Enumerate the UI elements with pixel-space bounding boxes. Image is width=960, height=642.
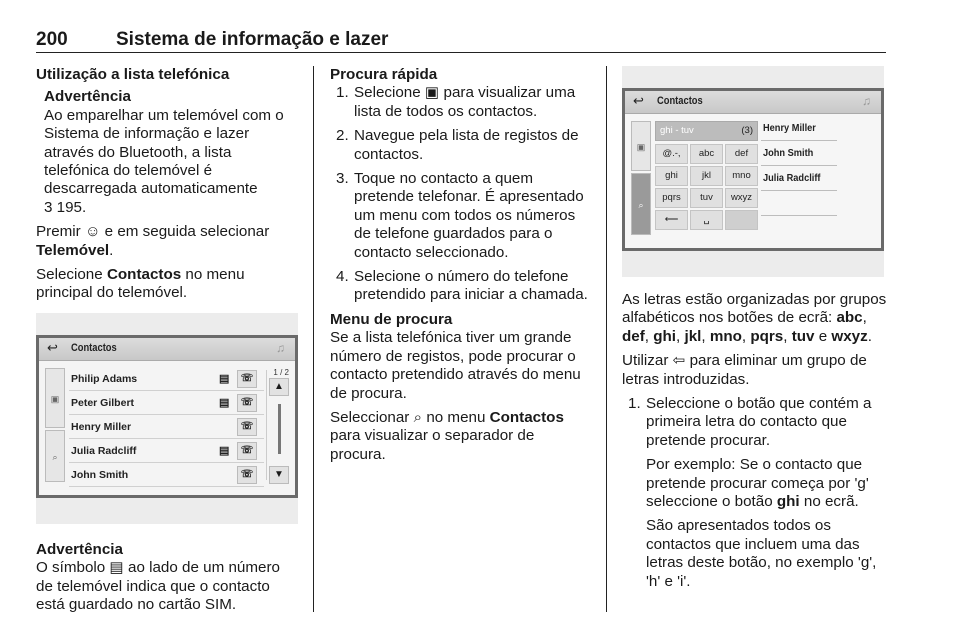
list-item: 2. Navegue pela lista de registos de contactos. (336, 127, 579, 163)
search-steps (622, 395, 892, 591)
letter-group: def (622, 327, 645, 345)
letter-group: mno (709, 327, 742, 345)
list-item: 1. Selecione ▣ para visualizar uma lista de todos os contactos. (336, 84, 576, 120)
warning-text: O símbolo ▤ ao lado de um número de telemóvel indica que o contacto está guardado no cartão SIM. (36, 559, 280, 614)
column-3 (622, 291, 892, 597)
delete-paragraph: Utilizar ⇦ para eliminar um grupo de letras introduzidas. (622, 352, 867, 388)
letter-group: jkl (684, 327, 702, 345)
keypad-key[interactable]: abc (690, 144, 723, 164)
contact-name: Henry Miller (71, 421, 132, 433)
groups-paragraph: As letras estão organizadas por grupos alfabéticos nos botões de ecrã: abc, def, ghi, jkl, mno, pqrs, tuv e wxyz. (622, 291, 887, 345)
contact-name: Julia Radcliff (71, 445, 137, 457)
phone-icon: ☺ (84, 223, 101, 241)
column-divider (606, 66, 607, 612)
contact-row[interactable] (69, 416, 264, 439)
column-divider (313, 66, 314, 612)
contacts-tab-icon[interactable]: ▣ (631, 121, 651, 171)
keypad-key[interactable]: jkl (690, 166, 723, 186)
paragraph-select-search: Seleccionar ⌕ no menu Contactos para visualizar o separador de procura. (330, 408, 564, 463)
contacts-screen (36, 335, 298, 498)
section-heading: Utilização a lista telefónica (36, 66, 230, 83)
contact-name: Peter Gilbert (71, 397, 135, 409)
letter-group: wxyz (831, 327, 868, 345)
contact-row[interactable] (69, 464, 264, 487)
search-field[interactable] (655, 121, 758, 141)
page-header (36, 30, 886, 53)
keypad-key[interactable]: @.-, (655, 144, 688, 164)
warning-text: Ao emparelhar um telemóvel com o Sistema de informação e lazer através do Bluetooth, a lista telefónica do telemóvel é descarregada automaticamente (44, 106, 284, 198)
result-text: São apresentados todos os contactos que incluem uma das letras deste botão, no exemplo 'g', 'h' e 'i'. (646, 517, 877, 590)
contact-name: Philip Adams (71, 373, 138, 385)
warning-title: Advertência (36, 541, 123, 558)
keypad-key[interactable]: mno (725, 166, 758, 186)
list-item: 1. Seleccione o botão que contém a primeira letra do contacto que pretende procurar. Por exemplo: Se o contacto que pretende procurar começa por 'g' seleccione o botão ghi no ecrã. São apresentados todos os contactos que incluem uma das letras deste botão, no exemplo 'g', 'h' e 'i'. (622, 395, 892, 591)
letter-group: ghi (653, 327, 677, 345)
contact-name[interactable]: Henry Miller (763, 122, 816, 134)
paragraph-select: Selecione Contactos no menu principal do telemóvel. (36, 266, 245, 302)
column-2 (330, 66, 592, 470)
screen-title: Contactos (657, 95, 703, 107)
divider (761, 165, 837, 166)
screen-title: Contactos (71, 342, 117, 354)
list-item: 4. Selecione o número do telefone pretendido para iniciar a chamada. (336, 268, 588, 304)
letter-group: pqrs (750, 327, 784, 345)
page-title: Sistema de informação e lazer (116, 29, 389, 50)
contact-row[interactable] (69, 392, 264, 415)
call-button[interactable]: ☏ (237, 442, 257, 460)
contact-name: John Smith (71, 469, 129, 481)
sim-card-icon: ▤ (219, 373, 230, 385)
page-indicator: 1 / 2 (273, 368, 289, 377)
scroll-up-button[interactable]: ▲ (269, 378, 289, 396)
page-reference: 3 195. (44, 198, 87, 216)
music-icon: ♫ (862, 94, 871, 108)
page-number: 200 (36, 29, 68, 50)
scrollbar[interactable] (278, 404, 281, 454)
contact-row[interactable] (69, 440, 264, 463)
contact-name[interactable]: John Smith (763, 147, 814, 159)
call-button[interactable]: ☏ (237, 394, 257, 412)
back-icon[interactable]: ↩ (633, 93, 644, 108)
keypad-key[interactable]: ␣ (690, 210, 723, 230)
call-button[interactable]: ☏ (237, 370, 257, 388)
search-icon: ⌕ (413, 408, 423, 426)
sim-card-icon: ▤ (219, 445, 230, 457)
scroll-down-button[interactable]: ▼ (269, 466, 289, 484)
keypad-key[interactable]: wxyz (725, 188, 758, 208)
divider (761, 215, 837, 216)
warning-box (36, 88, 298, 217)
divider (761, 140, 837, 141)
contacts-tab-icon[interactable]: ▣ (45, 368, 65, 428)
search-screen (622, 88, 884, 251)
call-button[interactable]: ☏ (237, 466, 257, 484)
call-button[interactable]: ☏ (237, 418, 257, 436)
keypad-key[interactable]: tuv (690, 188, 723, 208)
keypad-key[interactable]: ghi (655, 166, 688, 186)
screen-title-bar (625, 91, 881, 114)
warning-title: Advertência (44, 88, 131, 106)
search-tab-icon[interactable]: ⌕ (45, 430, 65, 482)
keypad-key[interactable]: ⟵ (655, 210, 688, 230)
search-menu-heading: Menu de procura (330, 310, 453, 328)
contact-row[interactable] (69, 368, 264, 391)
divider (761, 190, 837, 191)
list-item: 3. Toque no contacto a quem pretende telefonar. É apresentado um menu com todos os números de telefone guardados para o contacto seleccionado. (336, 170, 584, 261)
search-tab-icon[interactable]: ⌕ (631, 173, 651, 235)
screen-title-bar (39, 338, 295, 361)
keypad-key[interactable]: pqrs (655, 188, 688, 208)
quick-search-steps (330, 84, 592, 304)
letter-group: tuv (791, 327, 815, 345)
result-count: (3) (741, 125, 753, 136)
contact-name[interactable]: Julia Radcliff (763, 172, 821, 184)
column-1 (36, 66, 298, 309)
search-value: ghi - tuv (660, 125, 694, 136)
keypad-key[interactable] (725, 210, 758, 230)
music-icon: ♫ (276, 341, 285, 355)
paragraph-press: Premir ☺ e em seguida selecionar Telemóvel. (36, 223, 270, 259)
contacts-screenshot (36, 313, 298, 524)
warning-box-2 (36, 541, 298, 615)
letter-group: abc (836, 309, 863, 327)
example-text: Por exemplo: Se o contacto que pretende procurar começa por 'g' seleccione o botão ghi no ecrã. (646, 456, 869, 511)
quick-search-heading: Procura rápida (330, 66, 438, 83)
search-menu-text: Se a lista telefónica tiver um grande número de registos, pode procurar o contacto pretendido através do menu de procura. (330, 329, 581, 402)
sim-card-icon: ▤ (219, 397, 230, 409)
search-screenshot (622, 66, 884, 277)
back-icon[interactable]: ↩ (47, 340, 58, 355)
keypad-key[interactable]: def (725, 144, 758, 164)
